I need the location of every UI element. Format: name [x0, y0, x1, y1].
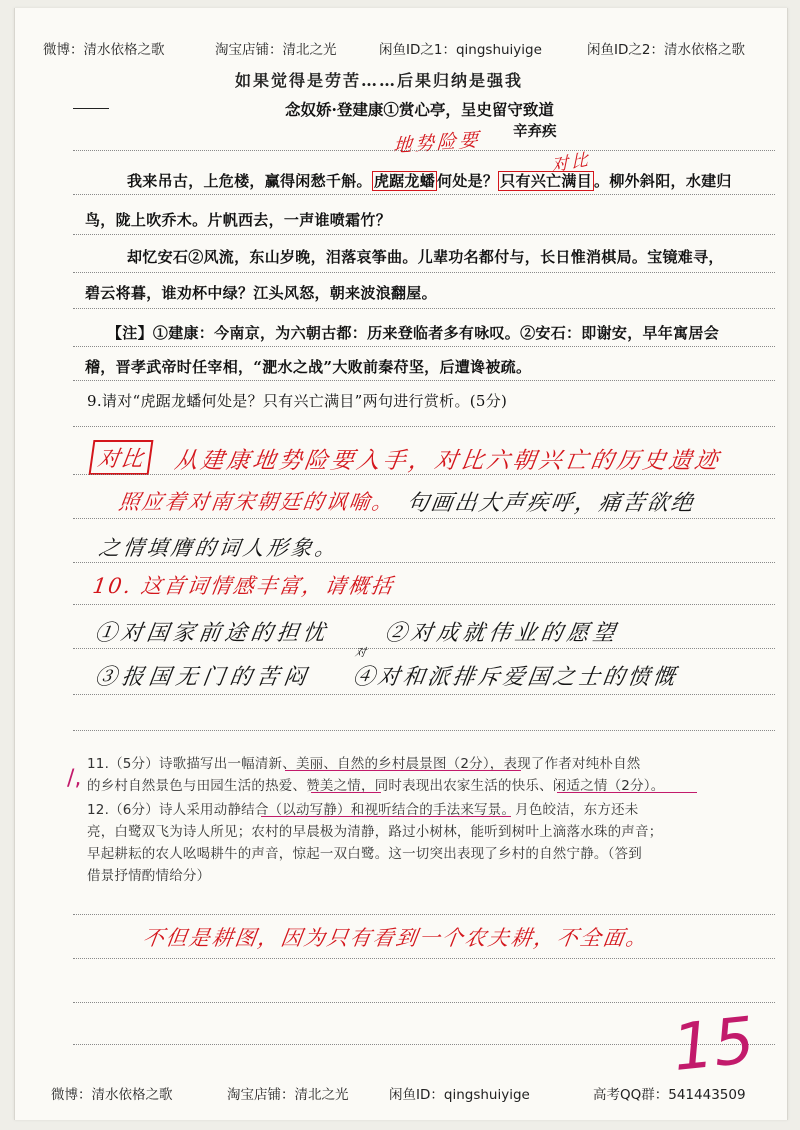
note-line-2: 稽，晋孝武帝时任宰相，“淝水之战”大败前秦苻坚，后遭谗被疏。 [85, 358, 532, 376]
watermark-xianyu: 闲鱼ID：qingshuiyige [389, 1087, 530, 1103]
rule [73, 150, 775, 151]
handwritten-answer-10-4: ④对和派排斥爱国之士的愤慨 [350, 665, 680, 690]
answer-12-line-4: 借景抒情酌情给分） [87, 868, 211, 884]
underline-mark [261, 816, 511, 817]
rule [73, 914, 775, 915]
handwritten-answer-9-line-2-red: 照应着对南宋朝廷的讽喻。 [117, 490, 397, 514]
rule [73, 194, 775, 195]
poem-author: 辛弃疾 [513, 123, 557, 140]
rule [73, 562, 775, 563]
watermark-weibo: 微博：清水依格之歌 [51, 1087, 173, 1103]
note-line-1: 【注】①建康：今南京，为六朝古都：历来登临者多有咏叹。②安石：即谢安，早年寓居会 [107, 324, 720, 342]
handwritten-question-10: 10. 这首词情感丰富，请概括 [91, 574, 396, 598]
handwritten-answer-10-2: ②对成就伟业的愿望 [382, 621, 621, 646]
dash-mark [73, 108, 109, 109]
answer-12-line-3: 早起耕耘的农人吆喝耕牛的声音，惊起一双白鹭。这一切突出表现了乡村的自然宁静。（答到 [87, 846, 642, 862]
handwritten-answer-12-note: 不但是耕图，因为只有看到一个农夫耕，不全面。 [141, 926, 651, 950]
handwritten-answer-10-3: ③报国无门的苦闷 [92, 665, 313, 690]
rule [73, 426, 775, 427]
answer-11-line-2: 的乡村自然景色与田园生活的热爱、赞美之情，同时表现出农家生活的快乐、闲适之情（2分）。 [87, 778, 665, 794]
rule [73, 730, 775, 731]
poem-line-4: 碧云将暮，谁劝杯中绿？江头风怒，朝来波浪翻屋。 [85, 284, 437, 302]
underline-mark [557, 792, 697, 793]
poem-line-1-pre: 我来吊古，上危楼，赢得闲愁千斛。 [127, 172, 372, 190]
handwritten-score: 15 [669, 1003, 759, 1087]
rule [73, 604, 775, 605]
rule [73, 308, 775, 309]
watermark-xianyu-1: 闲鱼ID之1：qingshuiyige [379, 42, 542, 58]
poem-title: 念奴娇·登建康①赏心亭，呈史留守致道 [285, 100, 554, 119]
underline-mark [285, 770, 521, 771]
handwritten-answer-9-line-3: 之情填膺的词人形象。 [97, 536, 341, 560]
handwritten-answer-9-line-2-black: 句画出大声疾呼，痛苦欲绝 [404, 491, 697, 516]
handwritten-box-label: 对比 [89, 440, 154, 475]
answer-12-line-1: 12.（6分）诗人采用动静结合（以动写静）和视听结合的手法来写景。月色皎洁，东方还未 [87, 802, 639, 818]
cut-off-header: 如果觉得是劳苦……后果归纳是强我 [235, 71, 524, 90]
rule [73, 234, 775, 235]
handwritten-terrain-note: 地势险要 [392, 128, 482, 158]
poem-line-2: 鸟，陇上吹乔木。片帆西去，一声谁喷霜竹？ [85, 211, 392, 229]
rule [73, 474, 775, 475]
rule [73, 518, 775, 519]
exam-page [14, 8, 788, 1120]
rule [73, 272, 775, 273]
check-mark-icon: /, [67, 766, 82, 791]
boxed-phrase-1: 虎踞龙蟠 [373, 172, 436, 190]
watermark-qq: 高考QQ群：541443509 [593, 1087, 746, 1103]
handwritten-answer-9-line-1: 从建康地势险要入手，对比六朝兴亡的历史遗迹 [172, 448, 723, 474]
handwritten-contrast-note: 对比 [551, 149, 592, 177]
poem-line-3: 却忆安石②风流，东山岁晚，泪落哀筝曲。儿辈功名都付与，长日惟消棋局。宝镜难寻， [127, 248, 724, 266]
rule [73, 346, 775, 347]
boxed-phrase-2: 只有兴亡满目 [500, 172, 593, 190]
question-9: 9.请对“虎踞龙蟠何处是？只有兴亡满目”两句进行赏析。(5分) [87, 392, 508, 410]
handwritten-answer-10-4-insert: 对 [354, 646, 367, 659]
rule [73, 1044, 775, 1045]
poem-line-1-mid: 何处是？ [437, 172, 499, 190]
rule [73, 1002, 775, 1003]
rule [73, 380, 775, 381]
answer-11-line-1: 11.（5分）诗歌描写出一幅清新、美丽、自然的乡村晨景图（2分），表现了作者对纯朴自然 [87, 756, 641, 772]
underline-mark [311, 792, 381, 793]
watermark-xianyu-2: 闲鱼ID之2：清水依格之歌 [587, 42, 745, 58]
watermark-taobao: 淘宝店铺：清北之光 [215, 42, 337, 58]
watermark-taobao: 淘宝店铺：清北之光 [227, 1087, 349, 1103]
rule [73, 648, 775, 649]
rule [73, 694, 775, 695]
poem-line-1 [127, 170, 732, 191]
rule [73, 958, 775, 959]
watermark-weibo: 微博：清水依格之歌 [43, 42, 165, 58]
poem-line-1-post: 。柳外斜阳，水建归 [594, 172, 732, 190]
answer-12-line-2: 亮，白鹭双飞为诗人所见；农村的早晨极为清静，路过小树林，能听到树叶上滴落水珠的声音； [87, 824, 663, 840]
handwritten-answer-10-1: ①对国家前途的担忧 [92, 621, 331, 646]
